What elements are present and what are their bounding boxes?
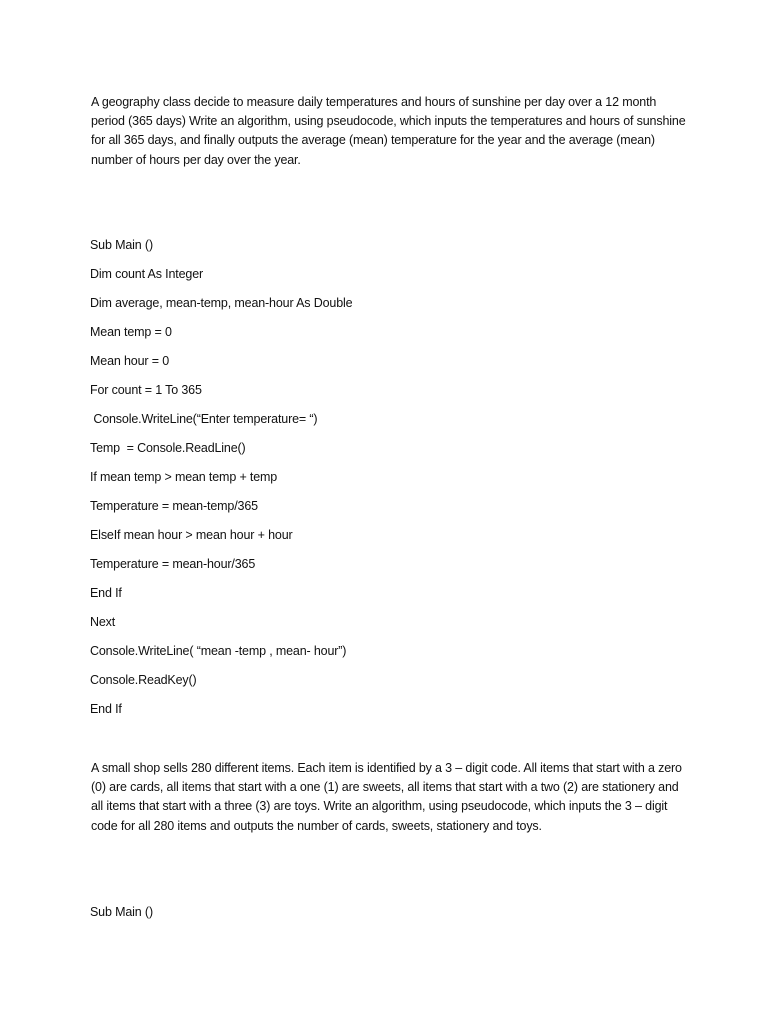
code-line: For count = 1 To 365 bbox=[90, 383, 202, 397]
code-line: Console.ReadKey() bbox=[90, 673, 197, 687]
code-line: Console.WriteLine(“Enter temperature= “) bbox=[90, 412, 318, 426]
code-line: Sub Main () bbox=[90, 905, 153, 919]
question-2-paragraph: A small shop sells 280 different items. Each item is identified by a 3 – digit code. All items that start with a zero (0) are cards, all items that start with a one (1) are sweets, all items that start with a two (2) are stationery and all items that start with a three (3) are toys. Write an algorithm, using pseudocode, which inputs the 3 – digit code for all 280 items and outputs the number of cards, sweets, stationery and toys. bbox=[91, 761, 682, 833]
code-line: If mean temp > mean temp + temp bbox=[90, 470, 278, 484]
code-line: Dim average, mean-temp, mean-hour As Double bbox=[90, 296, 353, 310]
code-line: Temperature = mean-hour/365 bbox=[90, 557, 256, 571]
code-line: Temp = Console.ReadLine() bbox=[90, 441, 246, 455]
code-line: Dim count As Integer bbox=[90, 267, 204, 281]
code-line: Console.WriteLine( “mean -temp , mean- hour”) bbox=[90, 644, 347, 658]
code-line: ElseIf mean hour > mean hour + hour bbox=[90, 528, 293, 542]
question-1-paragraph: A geography class decide to measure daily temperatures and hours of sunshine per day over a 12 month period (365 days) Write an algorithm, using pseudocode, which inputs the temperatures and hours of sunshine for all 365 days, and finally outputs the average (mean) temperature for the year and the average (mean) number of hours per day over the year. bbox=[91, 95, 686, 167]
code-line: Next bbox=[90, 615, 116, 629]
code-line: Mean hour = 0 bbox=[90, 354, 170, 368]
code-line: End If bbox=[90, 702, 122, 716]
code-line: Sub Main () bbox=[90, 238, 153, 252]
code-line: Temperature = mean-temp/365 bbox=[90, 499, 258, 513]
code-line: End If bbox=[90, 586, 122, 600]
code-line: Mean temp = 0 bbox=[90, 325, 172, 339]
